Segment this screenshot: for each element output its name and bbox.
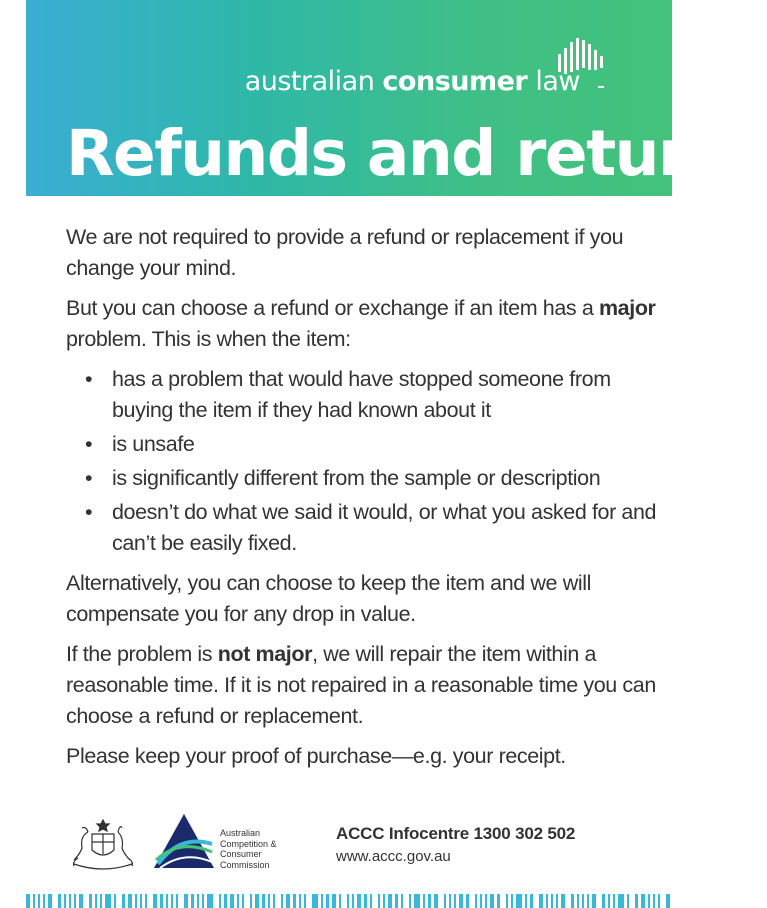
emphasis-major: major [598, 296, 656, 320]
strip-bar [539, 894, 543, 908]
strip-bar [268, 894, 270, 908]
strip-bar [26, 894, 30, 908]
strip-bar [423, 894, 425, 908]
list-item-text: is significantly different from the sample or description [112, 466, 601, 490]
header-banner [26, 0, 767, 196]
strip-bar [485, 894, 487, 908]
strip-bar [100, 894, 102, 908]
strip-bar [352, 894, 354, 908]
footer [66, 812, 666, 876]
strip-bar [608, 894, 610, 908]
strip-bar [43, 894, 45, 908]
accc-name-line: Commission [220, 859, 270, 870]
strip-bar [202, 894, 204, 908]
list-item-text: has a problem that would have stopped someone from buying the item if they had known about it [112, 367, 611, 422]
brand-wordmark [245, 66, 580, 97]
accc-name-line: Australian [220, 828, 261, 838]
body-content [66, 222, 666, 781]
strip-bar [635, 894, 638, 908]
strip-bar [255, 894, 259, 908]
coat-of-arms-icon [66, 814, 140, 874]
strip-bar [153, 894, 157, 908]
strip-bar [592, 894, 596, 908]
list-item [85, 429, 666, 460]
strip-bar [551, 894, 553, 908]
strip-bar [480, 894, 482, 908]
text: , we will repair the item within a reasonable time. If it is not repaired in a reasonable time you can choose a refund or replacement. [66, 642, 656, 728]
list-item [85, 364, 666, 426]
strip-bar [140, 894, 142, 908]
strip-bar [602, 894, 605, 908]
strip-bar [262, 894, 265, 908]
strip-bar [459, 894, 463, 908]
strip-bar [33, 894, 35, 908]
strip-bar [207, 894, 213, 908]
strip-bar [286, 894, 290, 908]
strip-bar [370, 894, 372, 908]
paragraph-change-of-mind: We are not required to provide a refund or replacement if you change your mind. [66, 225, 624, 280]
strip-bar [304, 894, 306, 908]
strip-bar [326, 894, 329, 908]
text: If the problem is [66, 642, 218, 666]
paragraph-keep-item: Alternatively, you can choose to keep the item and we will compensate you for any drop in value. [66, 571, 591, 626]
accc-logo-icon [152, 812, 216, 872]
strip-bar [176, 894, 178, 908]
list-item [85, 497, 666, 559]
strip-bar [224, 894, 227, 908]
strip-bar [364, 894, 367, 908]
strip-bar [128, 894, 132, 908]
infocentre-phone: ACCC Infocentre 1300 302 502 [336, 824, 576, 843]
strip-bar [166, 894, 168, 908]
strip-bar [627, 894, 629, 908]
strip-bar [122, 894, 125, 908]
strip-bar [74, 894, 76, 908]
brand-light: australian [244, 66, 375, 97]
strip-bar [79, 894, 83, 908]
strip-bar [582, 894, 584, 908]
strip-bar [648, 894, 650, 908]
strip-bar [105, 894, 111, 908]
strip-bar [454, 894, 456, 908]
strip-bar [613, 894, 615, 908]
strip-bar [273, 894, 275, 908]
strip-bar [571, 894, 574, 908]
strip-bar [525, 894, 527, 908]
accc-name [220, 828, 277, 870]
strip-bar [516, 894, 522, 908]
list-item [85, 463, 666, 494]
strip-bar [357, 894, 361, 908]
text: But you can choose a refund or exchange if an item has a [66, 296, 599, 320]
strip-bar [160, 894, 163, 908]
strip-bar [321, 894, 323, 908]
strip-bar [184, 894, 188, 908]
text: problem. This is when the item: [66, 327, 351, 351]
strip-bar [230, 894, 234, 908]
contact-info [336, 824, 575, 865]
strip-bar [332, 894, 336, 908]
strip-bar [197, 894, 199, 908]
list-item-text: doesn’t do what we said it would, or what you asked for and can’t be easily fixed. [112, 500, 657, 555]
strip-bar [618, 894, 624, 908]
strip-bar [299, 894, 301, 908]
strip-bar [556, 894, 558, 908]
strip-bar [666, 894, 670, 908]
strip-bar [475, 894, 477, 908]
paragraph-not-major [66, 639, 666, 732]
emphasis-not-major: not major [217, 642, 313, 666]
strip-bar [428, 894, 431, 908]
strip-bar [395, 894, 398, 908]
accc-name-line: Consumer [220, 849, 262, 859]
strip-bar [506, 894, 508, 908]
strip-bar [38, 894, 40, 908]
website-link[interactable]: www.accc.gov.au [336, 848, 451, 865]
strip-bar [237, 894, 239, 908]
strip-bar [409, 894, 411, 908]
strip-bar [191, 894, 194, 908]
list-item-text: is unsafe [112, 432, 195, 456]
paragraph-proof-of-purchase: Please keep your proof of purchase—e.g. your receipt. [66, 744, 566, 768]
strip-bar [434, 894, 438, 908]
strip-bar [58, 894, 61, 908]
strip-bar [401, 894, 403, 908]
strip-bar [69, 894, 71, 908]
strip-bar [378, 894, 380, 908]
strip-bar [414, 894, 420, 908]
page-title: Refunds and returns [66, 117, 767, 190]
strip-bar [48, 894, 52, 908]
paragraph-major-problem [66, 293, 666, 355]
strip-bar [114, 894, 116, 908]
strip-bar [388, 894, 392, 908]
bullet-icon: • [85, 500, 93, 524]
strip-bar [242, 894, 244, 908]
strip-bar [587, 894, 589, 908]
strip-bar [219, 894, 221, 908]
strip-bar [653, 894, 655, 908]
strip-bar [383, 894, 385, 908]
strip-bar [339, 894, 341, 908]
strip-bar [497, 894, 500, 908]
strip-bar [95, 894, 97, 908]
strip-bar [449, 894, 451, 908]
strip-bar [658, 894, 660, 908]
strip-bar [250, 894, 252, 908]
strip-bar [546, 894, 548, 908]
strip-bar [312, 894, 318, 908]
strip-bar [641, 894, 645, 908]
strip-bar [281, 894, 283, 908]
strip-bar [511, 894, 513, 908]
brand-strong: consumer [382, 66, 528, 97]
bullet-icon: • [85, 466, 93, 490]
major-problem-list [66, 364, 666, 559]
strip-bar [135, 894, 137, 908]
strip-bar [347, 894, 349, 908]
strip-bar [466, 894, 469, 908]
strip-bar [64, 894, 66, 908]
bullet-icon: • [85, 367, 93, 391]
strip-bar [561, 894, 565, 908]
brand-tail: law [535, 66, 580, 97]
strip-bar [171, 894, 173, 908]
strip-bar [577, 894, 579, 908]
decorative-bar-strip [26, 894, 672, 908]
strip-bar [490, 894, 494, 908]
bullet-icon: • [85, 432, 93, 456]
strip-bar [293, 894, 296, 908]
strip-bar [444, 894, 446, 908]
strip-bar [89, 894, 92, 908]
strip-bar [145, 894, 147, 908]
accc-name-line: Competition & [220, 838, 277, 849]
strip-bar [530, 894, 533, 908]
